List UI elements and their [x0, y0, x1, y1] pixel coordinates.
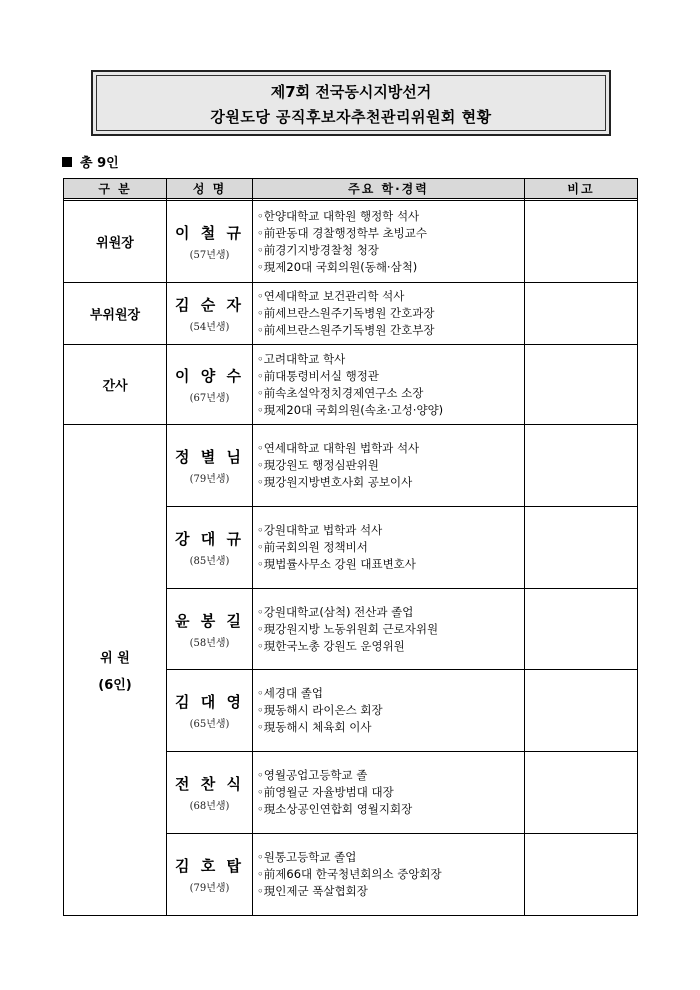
career-line: ◦연세대학교 대학원 법학과 석사: [257, 441, 420, 455]
career-cell: [253, 425, 525, 507]
member-name: 이 철 규: [175, 224, 244, 242]
member-name: 윤 봉 길: [175, 611, 244, 630]
member-name: 전 찬 식: [175, 775, 244, 793]
member-name: 김 호 탑: [175, 857, 244, 875]
note-cell: [525, 670, 638, 752]
career-line: ◦영월공업고등학교 졸: [257, 768, 368, 782]
member-birth-year: (85년생): [189, 556, 230, 567]
member-birth-year: (79년생): [189, 474, 230, 485]
career-line: ◦前영월군 자율방범대 대장: [257, 785, 394, 799]
note-cell: [525, 201, 638, 283]
career-line: ◦現제20대 국회의원(동해·삼척): [257, 259, 418, 274]
career-line: ◦前세브란스원주기독병원 간호과장: [257, 306, 435, 320]
role-label: 위 원: [100, 651, 130, 666]
member-name: 김 순 자: [175, 296, 244, 314]
header-category: 구 분: [64, 179, 167, 199]
member-name: 김 대 영: [175, 693, 244, 711]
career-line: ◦前속초설악정치경제연구소 소장: [257, 385, 424, 400]
career-line: ◦세경대 졸업: [257, 686, 323, 700]
career-line: ◦前세브란스원주기독병원 간호부장: [257, 323, 435, 337]
career-line: ◦고려대학교 학사: [257, 351, 346, 366]
career-line: ◦現제20대 국회의원(속초·고성·양양): [257, 402, 444, 417]
header-career: 주요 학·경력: [253, 179, 525, 199]
career-line: ◦現강원지방변호사회 공보이사: [257, 475, 413, 489]
member-birth-year: (58년생): [189, 637, 230, 649]
career-cell: [253, 201, 525, 283]
table-row: [64, 201, 638, 283]
member-birth-year: (54년생): [189, 322, 230, 333]
table-row: [64, 345, 638, 425]
career-line: ◦前관동대 경찰행정학부 초빙교수: [257, 225, 428, 240]
career-line: ◦現법률사무소 강원 대표변호사: [257, 557, 416, 571]
note-cell: [525, 589, 638, 670]
career-cell: [253, 834, 525, 916]
member-birth-year: (79년생): [189, 883, 230, 894]
career-line: ◦원통고등학교 졸업: [257, 850, 357, 864]
career-line: ◦강원대학교 법학과 석사: [257, 523, 383, 537]
career-cell: [253, 752, 525, 834]
role-label: 부위원장: [89, 308, 141, 323]
career-line: ◦前제66대 한국청년회의소 중앙회장: [257, 867, 442, 881]
career-line: ◦前경기지방경찰청 청장: [257, 242, 379, 257]
member-birth-year: (68년생): [189, 801, 230, 812]
header-note: 비고: [525, 179, 638, 199]
note-cell: [525, 345, 638, 425]
career-line: ◦現강원지방 노동위원회 근로자위원: [257, 621, 439, 636]
role-cell: [64, 345, 167, 425]
career-line: ◦現한국노총 강원도 운영위원: [257, 638, 405, 653]
square-bullet-icon: [62, 157, 72, 167]
title-line-2: 강원도당 공직후보자추천관리위원회 현황: [210, 108, 492, 126]
title-box: [91, 70, 611, 136]
name-cell: [167, 507, 253, 589]
career-line: ◦現동해시 체육회 이사: [257, 720, 372, 734]
career-cell: [253, 589, 525, 670]
career-cell: [253, 507, 525, 589]
career-line: ◦강원대학교(삼척) 전산과 졸업: [257, 604, 414, 619]
career-line: ◦前대통령비서실 행정관: [257, 368, 379, 383]
name-cell: [167, 201, 253, 283]
role-label: 간사: [102, 379, 128, 394]
table-row: [64, 425, 638, 507]
total-count-text: 총 9인: [80, 156, 119, 171]
role-count: (6인): [98, 678, 132, 693]
member-birth-year: (67년생): [189, 393, 230, 404]
name-cell: [167, 345, 253, 425]
member-name: 정 별 님: [175, 448, 244, 466]
role-cell: [64, 283, 167, 345]
role-label: 위원장: [96, 236, 134, 251]
total-count: [62, 152, 119, 171]
career-line: ◦前국회의원 정책비서: [257, 540, 368, 554]
name-cell: [167, 670, 253, 752]
role-cell: [64, 425, 167, 916]
committee-table: [63, 178, 638, 916]
note-cell: [525, 834, 638, 916]
career-line: ◦한양대학교 대학원 행정학 석사: [257, 208, 420, 223]
career-line: ◦現동해시 라이온스 회장: [257, 703, 383, 717]
career-cell: [253, 283, 525, 345]
table-header-row: [64, 179, 638, 199]
table-row: [64, 283, 638, 345]
career-line: ◦現소상공인연합회 영월지회장: [257, 802, 413, 816]
note-cell: [525, 507, 638, 589]
career-line: ◦現강원도 행정심판위원: [257, 458, 379, 472]
note-cell: [525, 283, 638, 345]
role-cell: [64, 201, 167, 283]
name-cell: [167, 425, 253, 507]
career-line: ◦연세대학교 보건관리학 석사: [257, 289, 405, 303]
member-birth-year: (57년생): [189, 250, 230, 261]
header-name: 성 명: [167, 179, 253, 199]
career-cell: [253, 670, 525, 752]
member-birth-year: (65년생): [189, 719, 230, 730]
member-name: 이 양 수: [175, 367, 244, 385]
name-cell: [167, 589, 253, 670]
name-cell: [167, 834, 253, 916]
title-line-1: 제7회 전국동시지방선거: [270, 83, 432, 101]
note-cell: [525, 425, 638, 507]
member-name: 강 대 규: [175, 530, 244, 548]
name-cell: [167, 283, 253, 345]
name-cell: [167, 752, 253, 834]
career-line: ◦現인제군 푹살협회장: [257, 884, 368, 898]
career-cell: [253, 345, 525, 425]
note-cell: [525, 752, 638, 834]
